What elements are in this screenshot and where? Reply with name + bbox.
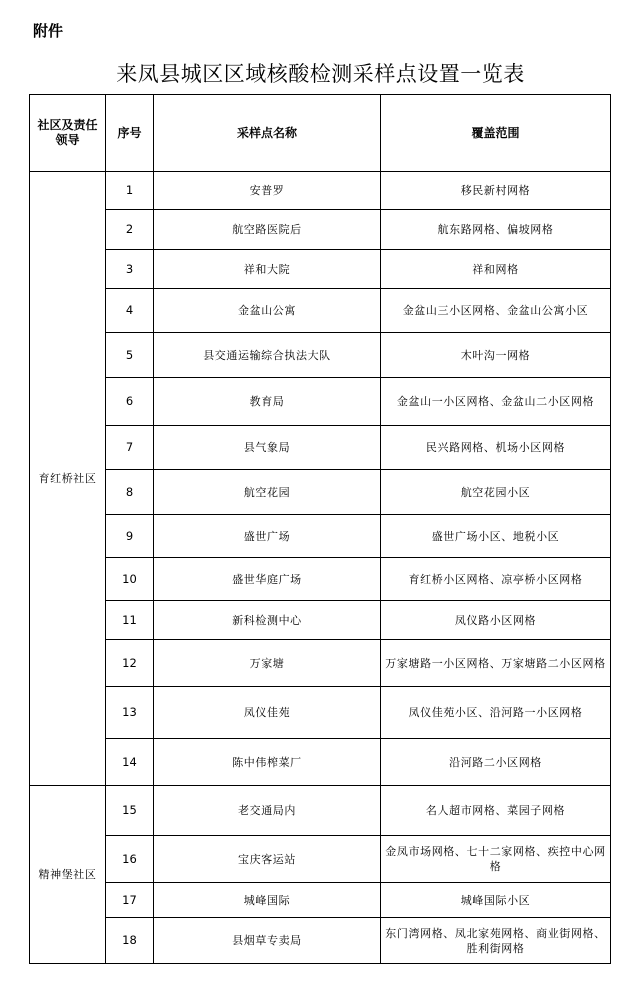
row-number: 1 (106, 172, 154, 210)
table-row (30, 333, 611, 378)
row-number: 15 (106, 786, 154, 836)
coverage: 名人超市网格、菜园子网格 (381, 786, 611, 836)
table-row (30, 470, 611, 515)
table-row (30, 687, 611, 739)
coverage: 航东路网格、偏坡网格 (381, 210, 611, 250)
table-row (30, 210, 611, 250)
site-name: 盛世华庭广场 (154, 558, 381, 601)
coverage: 东门湾网格、凤北家苑网格、商业街网格、胜利街网格 (381, 918, 611, 964)
attachment-label: 附件 (33, 22, 64, 40)
coverage: 金盆山三小区网格、金盆山公寓小区 (381, 289, 611, 333)
site-name: 新科检测中心 (154, 601, 381, 640)
site-name: 盛世广场 (154, 515, 381, 558)
coverage: 盛世广场小区、地税小区 (381, 515, 611, 558)
coverage: 金盆山一小区网格、金盆山二小区网格 (381, 378, 611, 426)
coverage: 木叶沟一网格 (381, 333, 611, 378)
coverage: 金凤市场网格、七十二家网格、疾控中心网格 (381, 836, 611, 883)
page-title: 来凤县城区区域核酸检测采样点设置一览表 (116, 62, 525, 86)
table-row (30, 426, 611, 470)
table-row (30, 515, 611, 558)
row-number: 4 (106, 289, 154, 333)
site-name: 老交通局内 (154, 786, 381, 836)
community-cell: 精神堡社区 (30, 786, 106, 964)
coverage: 育红桥小区网格、凉亭桥小区网格 (381, 558, 611, 601)
table-row (30, 918, 611, 964)
table-header-row (30, 95, 611, 172)
row-number: 7 (106, 426, 154, 470)
coverage: 城峰国际小区 (381, 883, 611, 918)
table-row (30, 172, 611, 210)
coverage: 凤仪路小区网格 (381, 601, 611, 640)
table-row (30, 786, 611, 836)
coverage: 万家塘路一小区网格、万家塘路二小区网格 (381, 640, 611, 687)
site-name: 航空花园 (154, 470, 381, 515)
site-name: 城峰国际 (154, 883, 381, 918)
site-name: 县烟草专卖局 (154, 918, 381, 964)
table-row (30, 558, 611, 601)
site-name: 万家塘 (154, 640, 381, 687)
site-name: 教育局 (154, 378, 381, 426)
site-name: 县气象局 (154, 426, 381, 470)
row-number: 13 (106, 687, 154, 739)
row-number: 10 (106, 558, 154, 601)
column-header-coverage: 覆盖范围 (381, 95, 611, 172)
coverage: 航空花园小区 (381, 470, 611, 515)
row-number: 14 (106, 739, 154, 786)
site-name: 凤仪佳苑 (154, 687, 381, 739)
row-number: 11 (106, 601, 154, 640)
table-row (30, 601, 611, 640)
column-header-community: 社区及责任领导 (30, 95, 106, 172)
row-number: 6 (106, 378, 154, 426)
coverage: 民兴路网格、机场小区网格 (381, 426, 611, 470)
table-row (30, 640, 611, 687)
row-number: 18 (106, 918, 154, 964)
table-row (30, 739, 611, 786)
coverage: 祥和网格 (381, 250, 611, 289)
table-row (30, 883, 611, 918)
row-number: 5 (106, 333, 154, 378)
row-number: 2 (106, 210, 154, 250)
site-name: 航空路医院后 (154, 210, 381, 250)
row-number: 16 (106, 836, 154, 883)
table-row (30, 289, 611, 333)
site-name: 祥和大院 (154, 250, 381, 289)
row-number: 12 (106, 640, 154, 687)
site-name: 县交通运输综合执法大队 (154, 333, 381, 378)
row-number: 3 (106, 250, 154, 289)
column-header-number: 序号 (106, 95, 154, 172)
column-header-site-name: 采样点名称 (154, 95, 381, 172)
community-cell: 育红桥社区 (30, 172, 106, 786)
coverage: 移民新村网格 (381, 172, 611, 210)
table-row (30, 836, 611, 883)
row-number: 17 (106, 883, 154, 918)
coverage: 凤仪佳苑小区、沿河路一小区网格 (381, 687, 611, 739)
row-number: 9 (106, 515, 154, 558)
table-row (30, 250, 611, 289)
table-row (30, 378, 611, 426)
site-name: 金盆山公寓 (154, 289, 381, 333)
coverage: 沿河路二小区网格 (381, 739, 611, 786)
site-name: 安普罗 (154, 172, 381, 210)
site-name: 陈中伟榨菜厂 (154, 739, 381, 786)
site-name: 宝庆客运站 (154, 836, 381, 883)
sampling-sites-table (29, 94, 611, 964)
row-number: 8 (106, 470, 154, 515)
